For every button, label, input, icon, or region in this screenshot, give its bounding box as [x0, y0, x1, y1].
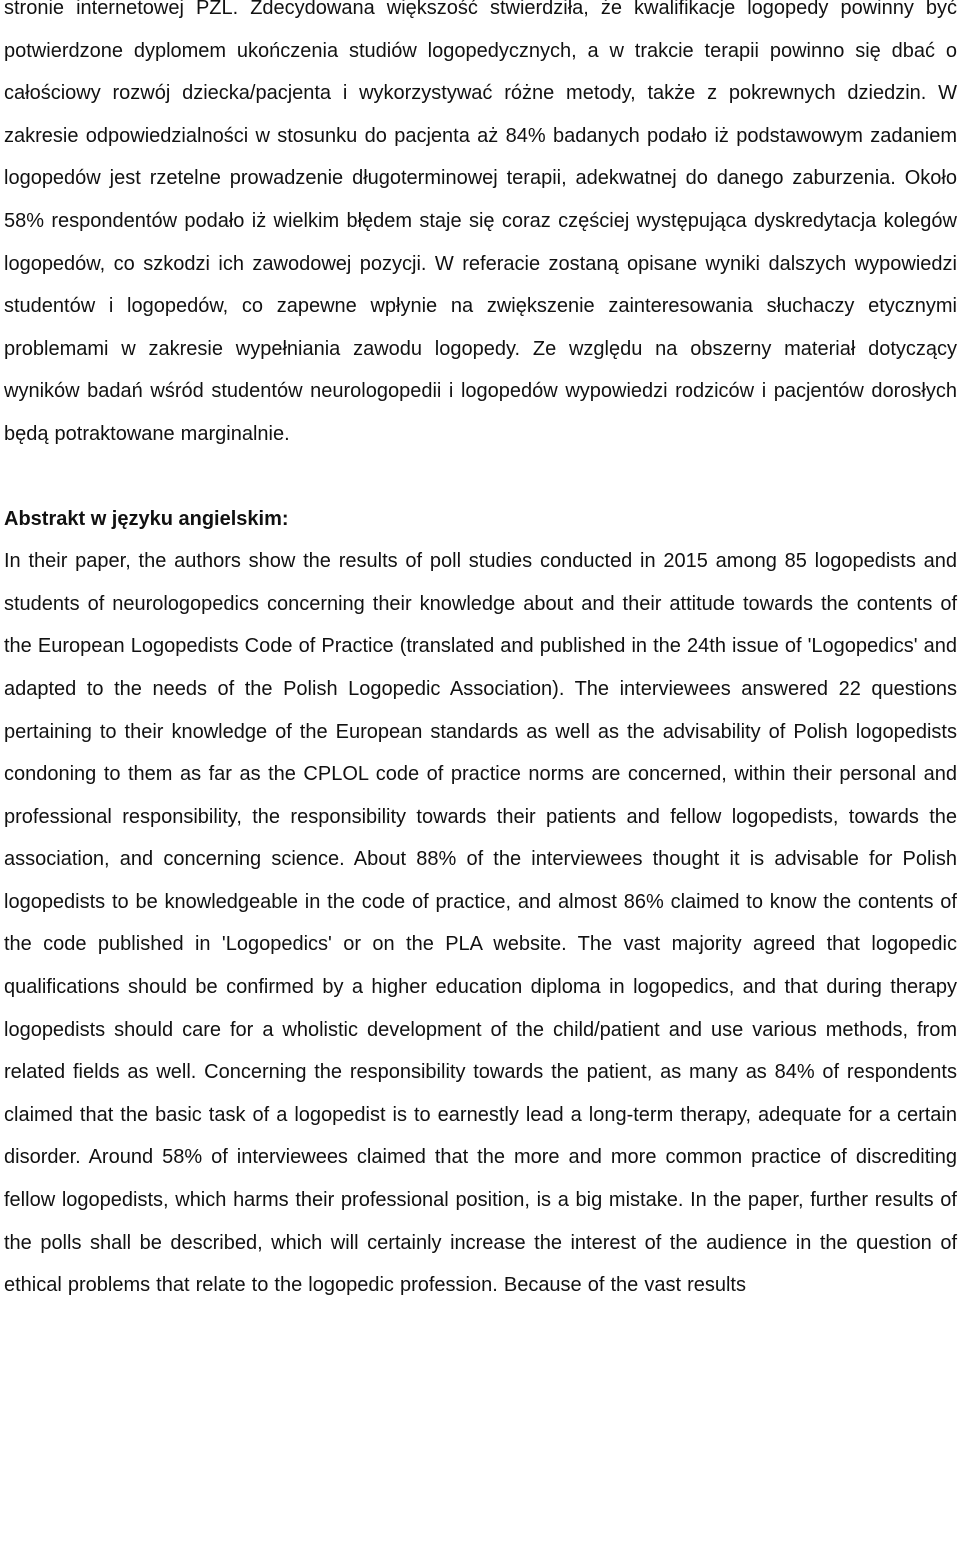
document-page	[4, 0, 957, 1307]
polish-abstract-paragraph: stronie internetowej PZL. Zdecydowana większość stwierdziła, że kwalifikacje logopedy powinny być potwierdzone dyplomem ukończenia studiów logopedycznych, a w trakcie terapii powinno się dbać o całościowy rozwój dziecka/pacjenta i wykorzystywać różne metody, także z pokrewnych dziedzin. W zakresie odpowiedzialności w stosunku do pacjenta aż 84% badanych podało iż podstawowym zadaniem logopedów jest rzetelne prowadzenie długoterminowej terapii, adekwatnej do danego zaburzenia. Około 58% respondentów podało iż wielkim błędem staje się coraz częściej występująca dyskredytacja kolegów logopedów, co szkodzi ich zawodowej pozycji. W referacie zostaną opisane wyniki dalszych wypowiedzi studentów i logopedów, co zapewne wpłynie na zwiększenie zainteresowania słuchaczy etycznymi problemami w zakresie wypełniania zawodu logopedy. Ze względu na obszerny materiał dotyczący wyników badań wśród studentów neurologopedii i logopedów wypowiedzi rodziców i pacjentów dorosłych będą potraktowane marginalnie.	[4, 0, 957, 445]
english-abstract-paragraph: In their paper, the authors show the results of poll studies conducted in 2015 among 85 logopedists and students of neurologopedics concerning their knowledge about and their attitude towards the contents of the European Logopedists Code of Practice (translated and published in the 24th issue of 'Logopedics' and adapted to the needs of the Polish Logopedic Association). The interviewees answered 22 questions pertaining to their knowledge of the European standards as well as the advisability of Polish logopedists condoning to them as far as the CPLOL code of practice norms are concerned, within their personal and professional responsibility, the responsibility towards their patients and fellow logopedists, towards the association, and concerning science. About 88% of the interviewees thought it is advisable for Polish logopedists to be knowledgeable in the code of practice, and almost 86% claimed to know the contents of the code published in 'Logopedics' or on the PLA website. The vast majority agreed that logopedic qualifications should be confirmed by a higher education diploma in logopedics, and that during therapy logopedists should care for a wholistic development of the child/patient and use various methods, from related fields as well. Concerning the responsibility towards the patient, as many as 84% of respondents claimed that the basic task of a logopedist is to earnestly lead a long-term therapy, adequate for a certain disorder. Around 58% of interviewees claimed that the more and more common practice of discrediting fellow logopedists, which harms their professional position, is a big mistake. In the paper, further results of the polls shall be described, which will certainly increase the interest of the audience in the question of ethical problems that relate to the logopedic profession. Because of the vast results	[4, 550, 957, 1297]
english-abstract-heading: Abstrakt w języku angielskim:	[4, 507, 289, 530]
